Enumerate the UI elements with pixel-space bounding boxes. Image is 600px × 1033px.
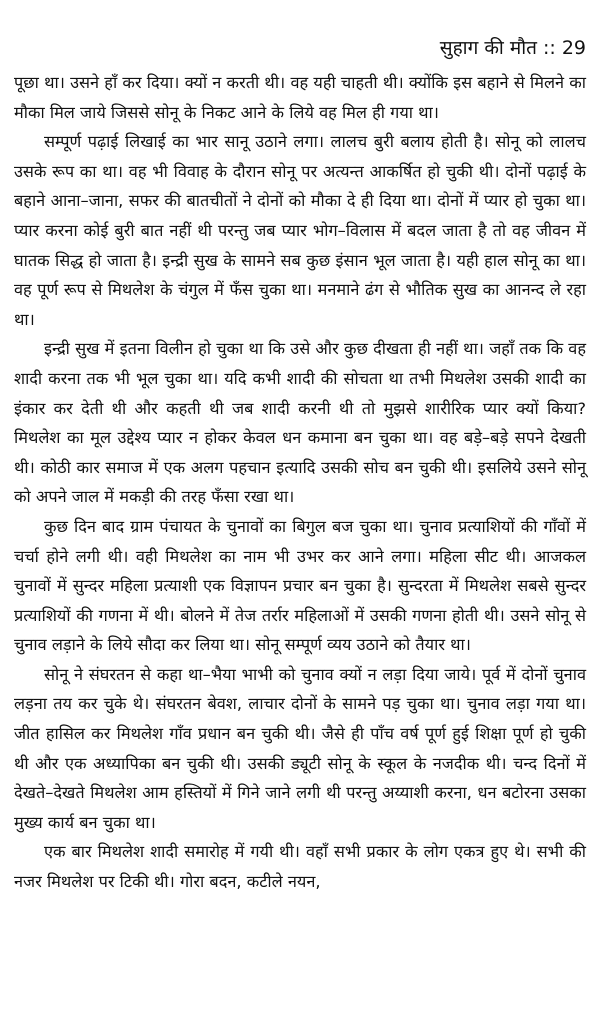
paragraph-5: सोनू ने संघरतन से कहा था–भैया भाभी को चुनाव क्यों न लड़ा दिया जाये। पूर्व में दोनों चुनाव लड़ना तय कर चुके थे। संघरतन बेवश, लाचार दोनों के सामने पड़ चुका था। चुनाव लड़ा गया था। जीत हासिल कर मिथलेश गाँव प्रधान बन चुकी थी। जैसे ही पाँच वर्ष पूर्ण हुई शिक्षा पूर्ण हो चुकी थी और एक अध्यापिका बन चुकी थी। उसकी ड्यूटी सोनू के स्कूल के नजदीक थी। चन्द दिनों में देखते–देखते मिथलेश आम हस्तियों में गिने जाने लगी थी परन्तु अय्याशी करना, धन बटोरना उसका मुख्य कार्य बन चुका था।	[14, 664, 586, 832]
page-number: 29	[561, 37, 586, 59]
body-text	[14, 68, 586, 897]
header-title: सुहाग की मौत	[439, 37, 537, 59]
paragraph-6: एक बार मिथलेश शादी समारोह में गयी थी। वहाँ सभी प्रकार के लोग एकत्र हुए थे। सभी की नजर मिथलेश पर टिकी थी। गोरा बदन, कटीले नयन,	[14, 842, 586, 892]
header-separator: ::	[543, 37, 556, 59]
paragraph-3: इन्द्री सुख में इतना विलीन हो चुका था कि उसे और कुछ दीखता ही नहीं था। जहाँ तक कि वह शादी करना तक भी भूल चुका था। यदि कभी शादी की सोचता था तभी मिथलेश उसकी शादी का इंकार कर देती थी और कहती थी जब शादी करनी थी तो मुझसे शारीरिक प्यार क्यों किया? मिथलेश का मूल उद्देश्य प्यार न होकर केवल धन कमाना बन चुका था। वह बड़े–बड़े सपने देखती थी। कोठी कार समाज में एक अलग पहचान इत्यादि उसकी सोच बन चुकी थी। इसलिये उसने सोनू को अपने जाल में मकड़ी की तरह फँसा रखा था।	[14, 339, 586, 507]
paragraph-2: सम्पूर्ण पढ़ाई लिखाई का भार सानू उठाने लगा। लालच बुरी बलाय होती है। सोनू को लालच उसके रूप का था। वह भी विवाह के दौरान सोनू पर अत्यन्त आकर्षित हो चुकी थी। दोनों पढ़ाई के बहाने आना–जाना, सफर की बातचीतों ने दोनों को मौका दे ही दिया था। दोनों में प्यार हो चुका था। प्यार करना कोई बुरी बात नहीं थी परन्तु जब प्यार भोग–विलास में बदल जाता है तो वह जीवन में घातक सिद्ध हो जाता है। इन्द्री सुख के सामने सब कुछ इंसान भूल जाता है। यही हाल सोनू का था। वह पूर्ण रूप से मिथलेश के चंगुल में फँस चुका था। मनमाने ढंग से भौतिक सुख का आनन्द ले रहा था।	[14, 132, 586, 329]
paragraph-1: पूछा था। उसने हाँ कर दिया। क्यों न करती थी। वह यही चाहती थी। क्योंकि इस बहाने से मिलने का मौका मिल जाये जिससे सोनू के निकट आने के लिये वह मिल ही गया था।	[14, 73, 586, 122]
running-header	[440, 36, 586, 60]
paragraph-4: कुछ दिन बाद ग्राम पंचायत के चुनावों का बिगुल बज चुका था। चुनाव प्रत्याशियों की गाँवों में चर्चा होने लगी थी। वही मिथलेश का नाम भी उभर कर आने लगा। महिला सीट थी। आजकल चुनावों में सुन्दर महिला प्रत्याशी एक विज्ञापन प्रचार बन चुका है। सुन्दरता में मिथलेश सबसे सुन्दर प्रत्याशियों की गणना में थी। बोलने में तेज तर्रार महिलाओं में उसकी गणना होती थी। उसने सोनू से चुनाव लड़ाने के लिये सौदा कर लिया था। सोनू सम्पूर्ण व्यय उठाने को तैयार था।	[14, 516, 586, 655]
